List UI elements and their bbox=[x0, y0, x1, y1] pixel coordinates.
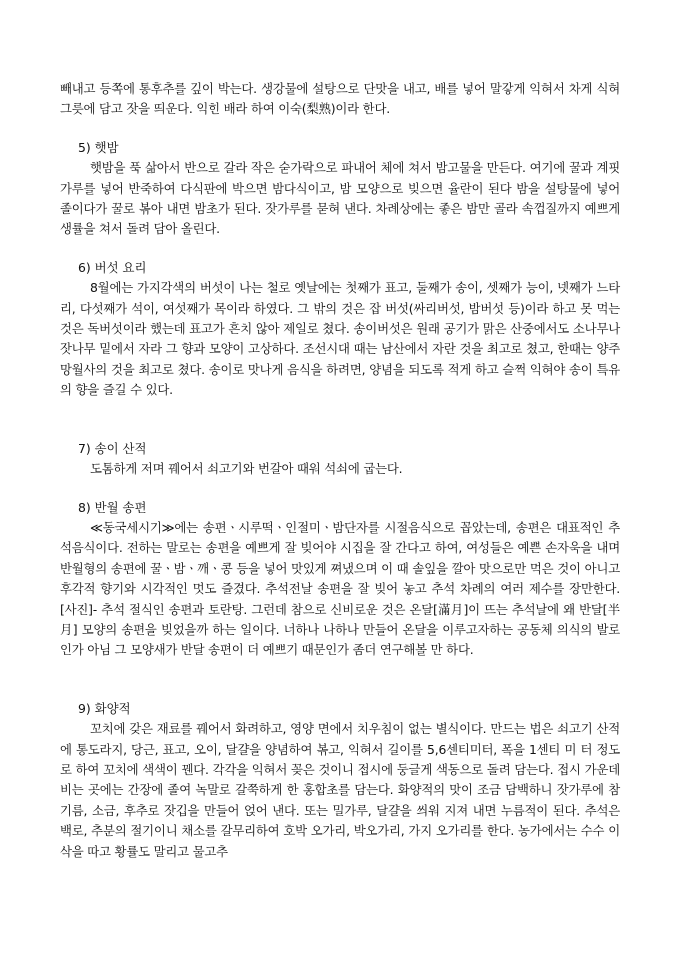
section-heading: 8) 반월 송편 bbox=[78, 499, 147, 515]
section-body: 꼬치에 갖은 재료를 꿰어서 화려하고, 영양 면에서 치우침이 없는 별식이다. 만드는 법은 쇠고기 산적에 통도라지, 당근, 표고, 오이, 달걀을 양념하여 볶고, 익혀서 길이를 5,6센티미터, 폭을 1센티 미 터 정도로 하여 꼬치에 색색이 꿴다. 각각을 익혀서 꽂은 것이니 접시에 둥글게 색동으로 돌려 담는다. 접시 가운데 비는 곳에는 간장에 졸여 녹말로 갈쭉하게 한 홍합초를 담는다. 화양적의 맛이 조금 담백하니 잣가루에 참기름, 소금, 후추로 잣깁을 만들어 얹어 낸다. 또는 밀가루, 달걀을 씌워 지져 내면 누름적이 된다. 추석은 백로, 추분의 절기이니 채소를 갈무리하여 호박 오가리, 박오가리, 가지 오가리를 한다. 농가에서는 수수 이삭을 따고 황률도 말리고 물고추 bbox=[60, 721, 620, 859]
section-heading: 6) 버섯 요리 bbox=[78, 259, 147, 275]
section-heading: 5) 햇밤 bbox=[78, 139, 119, 155]
section-heading: 7) 송이 산적 bbox=[78, 440, 147, 456]
section-body: ≪동국세시기≫에는 송편ㆍ시루떡ㆍ인절미ㆍ밤단자를 시절음식으로 꼽았는데, 송편은 대표적인 추석음식이다. 전하는 말로는 송편을 예쁘게 잘 빚어야 시집을 잘 간다고 하여, 여성들은 예쁜 손자욱을 내며 반월형의 송편에 꿀ㆍ밤ㆍ깨ㆍ콩 등을 넣어 맛있게 쪄냈으며 이 때 솔잎을 깔아 맛으로만 먹은 것이 아니고 후각적 향기와 시각적인 멋도 즐겼다. 추석전날 송편을 잘 빚어 놓고 추석 차례의 여러 제수를 장만한다. [사진]- 추석 절식인 송편과 토란탕. 그런데 참으로 신비로운 것은 온달[滿月]이 뜨는 추석날에 왜 반달[半月] 모양의 송편을 빚었을까 하는 일이다. 너하나 나하나 만들어 온달을 이루고자하는 공동체 의식의 발로인가 아님 그 모양새가 반달 송편이 더 예쁘기 때문인가 좀더 연구해볼 만 하다. bbox=[60, 519, 620, 658]
section-mushroom bbox=[60, 258, 620, 401]
section-chestnut bbox=[60, 138, 620, 240]
section-song-i-sanjeok bbox=[60, 439, 620, 480]
spacer bbox=[60, 401, 620, 439]
spacer bbox=[60, 480, 620, 498]
section-heading: 9) 화양적 bbox=[78, 700, 131, 716]
section-songpyeon bbox=[60, 498, 620, 661]
section-hwayangjeok bbox=[60, 699, 620, 862]
section-body: 8월에는 가지각색의 버섯이 나는 철로 옛날에는 첫째가 표고, 둘째가 송이, 셋째가 능이, 넷째가 느타리, 다섯째가 석이, 여섯째가 목이라 하였다. 그 밖의 것은 잡 버섯(싸리버섯, 밤버섯 등)이라 하고 못 먹는 것은 독버섯이라 했는데 표고가 흔치 않아 제일로 쳤다. 송이버섯은 원래 공기가 맑은 산중에서도 소나무나 잣나무 밑에서 자라 그 향과 모양이 고상하다. 조선시대 때는 남산에서 자란 것을 최고로 쳤고, 한때는 양주 망월사의 것을 최고로 쳤다. 송이로 맛나게 음식을 하려면, 양념을 되도록 적게 하고 슬쩍 익혀야 송이 특유의 향을 즐길 수 있다. bbox=[60, 280, 620, 398]
intro-paragraph: 빼내고 등쪽에 통후추를 깊이 박는다. 생강물에 설탕으로 단맛을 내고, 배를 넣어 말갛게 익혀서 차게 식혀 그릇에 담고 잣을 띄운다. 익힌 배라 하여 이숙(梨熟)이라 한다. bbox=[60, 81, 620, 117]
spacer bbox=[60, 120, 620, 138]
spacer bbox=[60, 240, 620, 258]
section-body: 햇밤을 푹 삶아서 반으로 갈라 작은 숟가락으로 파내어 체에 쳐서 밤고물을 만든다. 여기에 꿀과 계핏가루를 넣어 반죽하여 다식판에 박으면 밤다식이고, 밤 모양으로 빚으면 율란이 된다 밤을 설탕물에 넣어 졸이다가 꿀로 볶아 내면 밤초가 된다. 잣가루를 묻혀 낸다. 차례상에는 좋은 밤만 골라 속껍질까지 예쁘게 생률을 쳐서 돌려 담아 올린다. bbox=[60, 160, 620, 237]
spacer bbox=[60, 661, 620, 699]
section-body: 도톰하게 저며 꿰어서 쇠고기와 번갈아 때워 석쇠에 굽는다. bbox=[90, 461, 403, 477]
